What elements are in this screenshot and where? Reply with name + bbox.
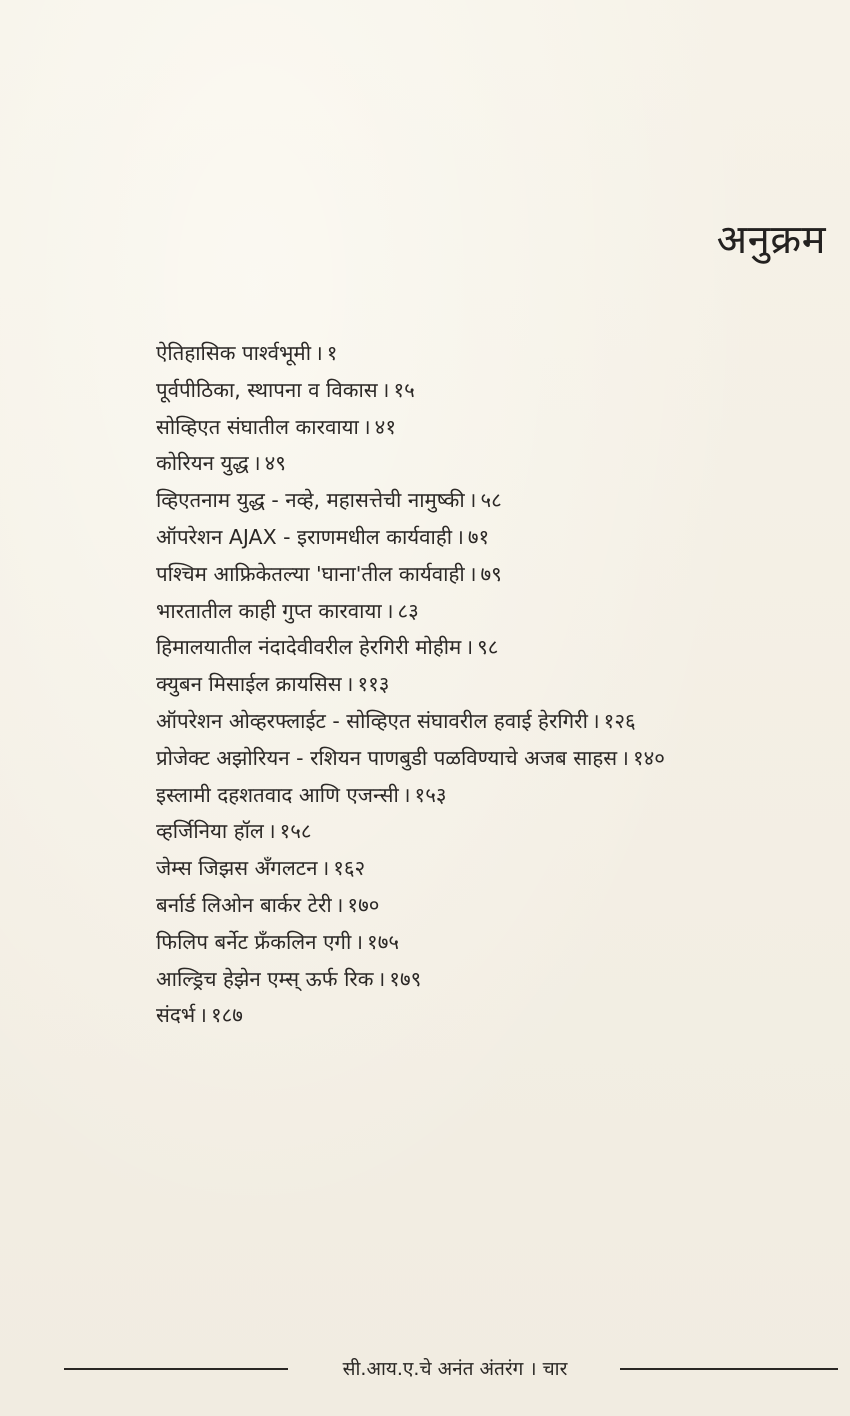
toc-separator: ।: [591, 708, 600, 733]
toc-entry-title: ऑपरेशन ओव्हरफ्लाईट - सोव्हिएत संघावरील हवाई हेरगिरी: [156, 708, 588, 733]
toc-entry-title: हिमालयातील नंदादेवीवरील हेरगिरी मोहीम: [156, 635, 462, 660]
toc-entry-page: १८७: [210, 1003, 243, 1028]
toc-entry: [156, 372, 836, 409]
toc-entry-title: बर्नार्ड लिओन बार्कर टेरी: [156, 892, 332, 917]
toc-entry: [156, 445, 836, 482]
toc-entry: [156, 997, 836, 1034]
toc-entry: [156, 556, 836, 593]
toc-separator: ।: [621, 745, 629, 770]
toc-separator: ।: [377, 966, 386, 991]
toc-entry-page: ७१: [467, 524, 490, 549]
toc-entry-page: १७५: [367, 929, 400, 954]
page-footer: [0, 1355, 850, 1385]
toc-entry-page: ५८: [480, 488, 502, 513]
toc-separator: ।: [321, 856, 330, 881]
toc-entry-page: ९८: [477, 635, 499, 660]
toc-entry-page: १५: [393, 377, 415, 402]
toc-separator: ।: [267, 819, 276, 844]
toc-separator: ।: [468, 488, 477, 513]
toc-entry: [156, 482, 836, 519]
toc-entry-title: प्रोजेक्ट अझोरियन - रशियन पाणबुडी पळविण्याचे अजब साहस: [156, 745, 618, 770]
toc-entry-title: जेम्स जिझस अँगलटन: [156, 856, 318, 881]
footer-rule-left: [64, 1368, 288, 1370]
toc-entry-title: पश्चिम आफ्रिकेतल्या 'घाना'तील कार्यवाही: [156, 561, 465, 586]
toc-entry-title: इस्लामी दहशतवाद आणि एजन्सी: [156, 782, 399, 807]
contents-heading: अनुक्रम: [716, 217, 826, 263]
toc-entry-title: कोरियन युद्ध: [156, 451, 249, 476]
toc-separator: ।: [468, 561, 477, 586]
toc-entry-page: ४१: [374, 414, 396, 439]
toc-separator: ।: [335, 892, 344, 917]
toc-separator: ।: [362, 414, 371, 439]
toc-entry-title: सोव्हिएत संघातील कारवाया: [156, 414, 359, 439]
toc-entry-page: ११३: [357, 672, 390, 697]
toc-separator: ।: [465, 635, 474, 660]
toc-entry-title: पूर्वपीठिका, स्थापना व विकास: [156, 377, 378, 402]
toc-entry: [156, 850, 836, 887]
toc-entry: [156, 409, 836, 446]
toc-separator: ।: [345, 672, 354, 697]
toc-entry-page: १७०: [347, 892, 380, 917]
running-footer-title: सी.आय.ए.चे अनंत अंतरंग । चार: [342, 1358, 568, 1380]
footer-rule-right: [620, 1368, 838, 1370]
toc-separator: ।: [402, 782, 411, 807]
toc-entry-page: १२६: [603, 708, 636, 733]
toc-entry-title: ऑपरेशन AJAX - इराणमधील कार्यवाही: [156, 524, 453, 549]
toc-entry: [156, 813, 836, 850]
toc-entry: [156, 887, 836, 924]
toc-entry: [156, 666, 836, 703]
toc-entry-page: १५३: [414, 782, 447, 807]
toc-entry-title: फिलिप बर्नेट फ्रँकलिन एगी: [156, 929, 352, 954]
toc-separator: ।: [385, 598, 394, 623]
toc-separator: ।: [355, 929, 364, 954]
toc-separator: ।: [456, 524, 464, 549]
table-of-contents: [156, 335, 836, 1034]
toc-entry-page: ७९: [480, 561, 502, 586]
toc-entry-title: भारतातील काही गुप्त कारवाया: [156, 598, 382, 623]
toc-separator: ।: [252, 451, 261, 476]
toc-entry: [156, 961, 836, 998]
toc-entry-page: १६२: [333, 856, 366, 881]
toc-entry-title: व्हिएतनाम युद्ध - नव्हे, महासत्तेची नामुष्की: [156, 488, 465, 513]
toc-separator: ।: [199, 1003, 207, 1028]
toc-entry: [156, 519, 836, 556]
toc-entry-page: ८३: [397, 598, 419, 623]
toc-entry-title: ऐतिहासिक पार्श्वभूमी: [156, 341, 311, 365]
toc-entry-page: १७९: [389, 966, 422, 991]
toc-separator: ।: [381, 377, 390, 402]
toc-entry: [156, 335, 836, 372]
toc-entry-page: १४०: [632, 745, 665, 770]
toc-entry-title: आल्ड्रिच हेझेन एम्स् ऊर्फ रिक: [156, 966, 374, 991]
toc-entry-page: १५८: [279, 819, 312, 844]
toc-entry: [156, 924, 836, 961]
toc-entry: [156, 593, 836, 630]
toc-entry-title: क्युबन मिसाईल क्रायसिस: [156, 672, 342, 697]
toc-separator: ।: [315, 341, 323, 365]
toc-entry-title: संदर्भ: [156, 1003, 196, 1028]
toc-entry-page: १: [326, 341, 338, 365]
toc-entry: [156, 629, 836, 666]
toc-entry: [156, 740, 836, 777]
toc-entry-title: व्हर्जिनिया हॉल: [156, 819, 264, 844]
toc-entry: [156, 777, 836, 814]
toc-entry-page: ४९: [264, 451, 286, 476]
toc-entry: [156, 703, 836, 740]
